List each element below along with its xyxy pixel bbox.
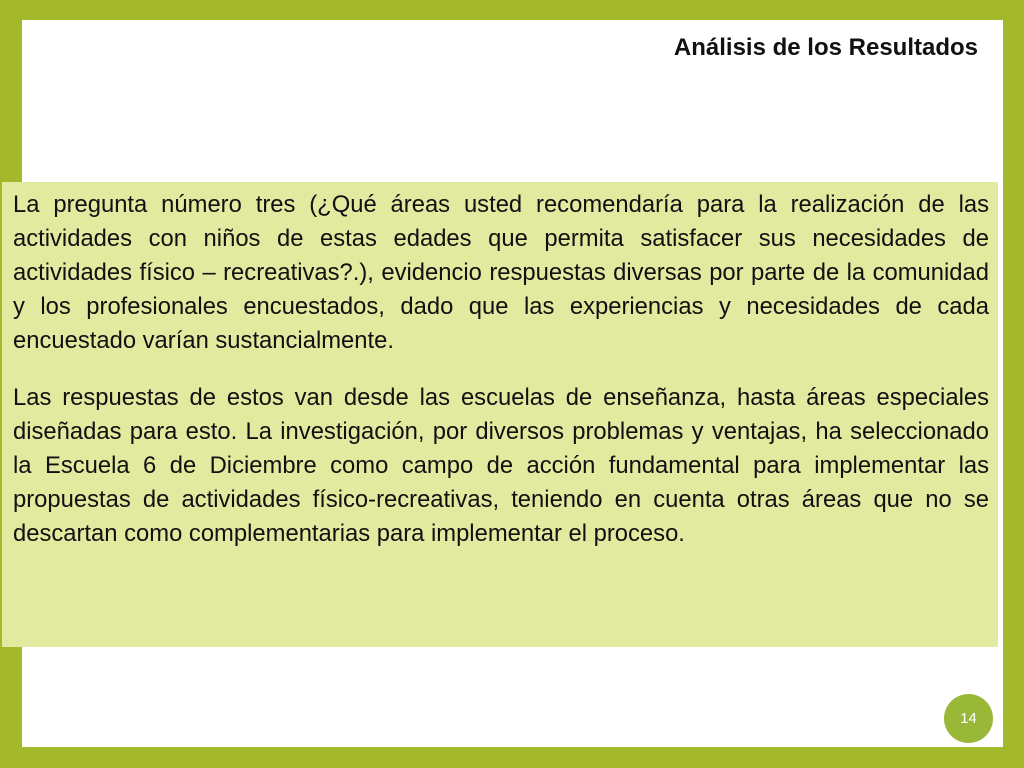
content-box: [2, 182, 998, 647]
page-number-badge: 14: [944, 694, 993, 743]
paragraph-2: Las respuestas de estos van desde las escuelas de enseñanza, hasta áreas especiales diseñadas para esto. La investigación, por diversos problemas y ventajas, ha seleccionado la Escuela 6 de Diciembre como campo de acción fundamental para implementar las propuestas de actividades físico-recreativas, teniendo en cuenta otras áreas que no se descartan como complementarias para implementar el proceso.: [13, 384, 989, 547]
slide-title: Análisis de los Resultados: [673, 34, 978, 61]
paragraph-1: La pregunta número tres (¿Qué áreas usted recomendaría para la realización de las actividades con niños de estas edades que permita satisfacer sus necesidades de actividades físico – recreativas?.), evidencio respuestas diversas por parte de la comunidad y los profesionales encuestados, dado que las experiencias y necesidades de cada encuestado varían sustancialmente.: [13, 191, 989, 354]
